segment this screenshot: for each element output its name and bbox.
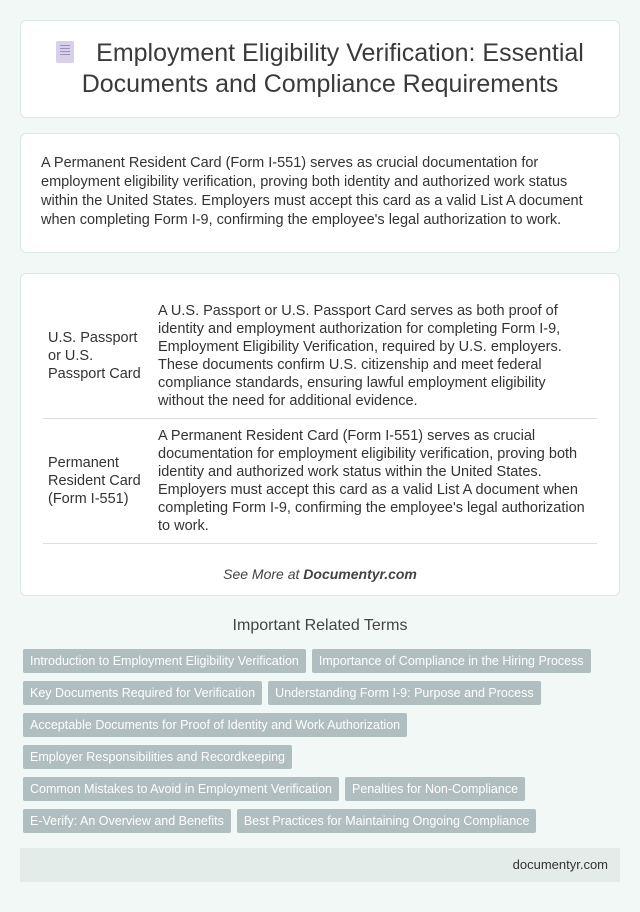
related-term-tag[interactable]: Penalties for Non-Compliance [345,777,525,801]
table-row [43,294,597,419]
related-term-tag[interactable]: Employer Responsibilities and Recordkeeping [23,745,292,769]
related-terms-title: Important Related Terms [232,617,408,634]
related-term-tag[interactable]: Understanding Form I-9: Purpose and Process [268,681,540,705]
related-term-tag[interactable]: Acceptable Documents for Proof of Identity and Work Authorization [23,713,407,737]
related-term-tag[interactable]: Common Mistakes to Avoid in Employment Verification [23,777,339,801]
intro-text: A Permanent Resident Card (Form I-551) serves as crucial documentation for employment eligibility verification, proving both identity and authorized work status within the United States. Employers must accept this card as a valid List A document when completing Form I-9, confirming the employee's legal authorization to work. [41,155,583,228]
header-card [20,20,620,118]
related-terms-list [23,649,613,833]
description-cell: A Permanent Resident Card (Form I-551) serves as crucial documentation for employment eligibility verification, proving both identity and authorized work status within the United States. Employers must accept this card as a valid List A document when completing Form I-9, confirming the employee's legal authorization to work. [153,419,597,544]
term-cell: U.S. Passport or U.S. Passport Card [43,294,153,419]
related-term-tag[interactable]: Best Practices for Maintaining Ongoing Compliance [237,809,537,833]
intro-card [20,133,620,253]
description-cell: A U.S. Passport or U.S. Passport Card serves as both proof of identity and employment authorization for completing Form I-9, Employment Eligibility Verification, required by U.S. employers. These documents confirm U.S. citizenship and meet federal compliance standards, ensuring lawful employment eligibility without the need for additional evidence. [153,294,597,419]
document-icon [56,41,74,63]
term-cell: Permanent Resident Card (Form I-551) [43,419,153,544]
related-term-tag[interactable]: Importance of Compliance in the Hiring Process [312,649,591,673]
table-row [43,419,597,544]
page-title: Employment Eligibility Verification: Essential Documents and Compliance Requirements [51,38,589,100]
see-more-link[interactable]: Documentyr.com [303,566,417,582]
related-term-tag[interactable]: E-Verify: An Overview and Benefits [23,809,231,833]
terms-table-card [20,273,620,596]
footer [20,848,620,882]
footer-domain[interactable]: documentyr.com [512,857,608,872]
see-more: See More at Documentyr.com [223,566,417,582]
related-term-tag[interactable]: Key Documents Required for Verification [23,681,262,705]
terms-table [43,294,597,544]
related-term-tag[interactable]: Introduction to Employment Eligibility Verification [23,649,306,673]
